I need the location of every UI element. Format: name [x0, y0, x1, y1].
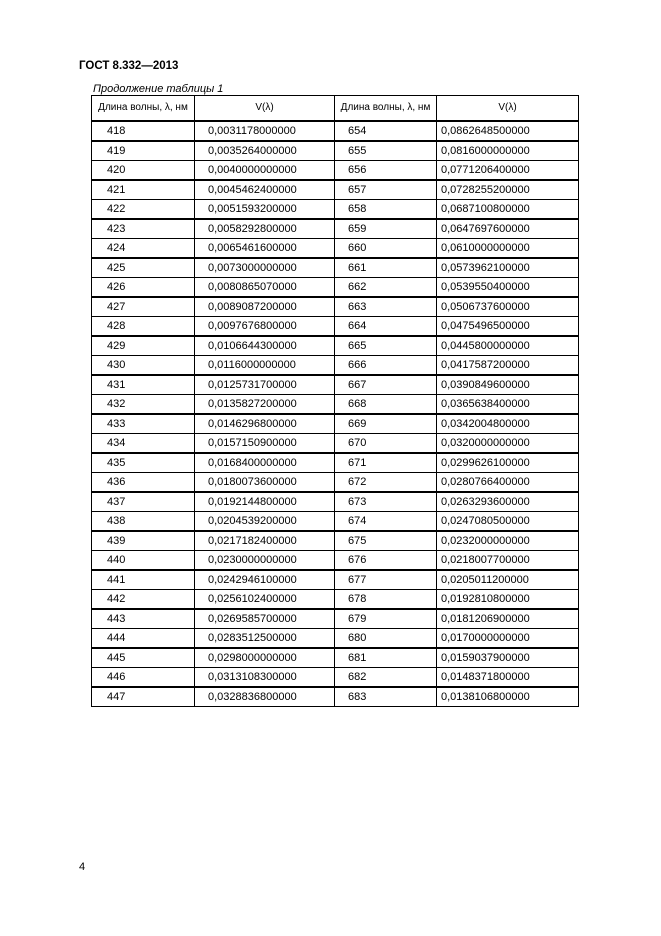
- table-row: [92, 278, 579, 298]
- v-lambda-cell: 0,0138106800000: [437, 687, 579, 707]
- table-row: [92, 531, 579, 551]
- wavelength-cell: 440: [92, 551, 195, 571]
- wavelength-cell: 446: [92, 668, 195, 688]
- wavelength-cell: 676: [335, 551, 437, 571]
- wavelength-cell: 675: [335, 531, 437, 551]
- table-row: [92, 609, 579, 629]
- column-header-v-lambda-2: V(λ): [437, 96, 579, 122]
- table-row: [92, 668, 579, 688]
- v-lambda-cell: 0,0299626100000: [437, 453, 579, 473]
- v-lambda-cell: 0,0280766400000: [437, 473, 579, 493]
- v-lambda-cell: 0,0204539200000: [195, 512, 335, 532]
- wavelength-cell: 664: [335, 317, 437, 337]
- wavelength-cell: 672: [335, 473, 437, 493]
- wavelength-cell: 654: [335, 121, 437, 141]
- table-row: [92, 453, 579, 473]
- v-lambda-cell: 0,0181206900000: [437, 609, 579, 629]
- v-lambda-cell: 0,0263293600000: [437, 492, 579, 512]
- v-lambda-cell: 0,0313108300000: [195, 668, 335, 688]
- wavelength-cell: 444: [92, 629, 195, 649]
- wavelength-cell: 421: [92, 180, 195, 200]
- v-lambda-cell: 0,0031178000000: [195, 121, 335, 141]
- wavelength-cell: 431: [92, 375, 195, 395]
- v-lambda-cell: 0,0342004800000: [437, 414, 579, 434]
- table-caption: Продолжение таблицы 1: [93, 83, 224, 95]
- document-title: ГОСТ 8.332—2013: [79, 60, 179, 72]
- v-lambda-cell: 0,0506737600000: [437, 297, 579, 317]
- wavelength-cell: 665: [335, 336, 437, 356]
- wavelength-cell: 419: [92, 141, 195, 161]
- wavelength-cell: 662: [335, 278, 437, 298]
- wavelength-cell: 436: [92, 473, 195, 493]
- v-lambda-cell: 0,0146296800000: [195, 414, 335, 434]
- v-lambda-cell: 0,0247080500000: [437, 512, 579, 532]
- v-lambda-cell: 0,0230000000000: [195, 551, 335, 571]
- table-row: [92, 219, 579, 239]
- wavelength-cell: 678: [335, 590, 437, 610]
- wavelength-cell: 679: [335, 609, 437, 629]
- v-lambda-cell: 0,0040000000000: [195, 161, 335, 181]
- v-lambda-cell: 0,0728255200000: [437, 180, 579, 200]
- table-row: [92, 492, 579, 512]
- v-lambda-cell: 0,0116000000000: [195, 356, 335, 376]
- wavelength-cell: 442: [92, 590, 195, 610]
- wavelength-cell: 681: [335, 648, 437, 668]
- wavelength-cell: 428: [92, 317, 195, 337]
- table-row: [92, 551, 579, 571]
- v-lambda-cell: 0,0687100800000: [437, 200, 579, 220]
- v-lambda-cell: 0,0180073600000: [195, 473, 335, 493]
- wavelength-cell: 426: [92, 278, 195, 298]
- v-lambda-cell: 0,0573962100000: [437, 258, 579, 278]
- v-lambda-cell: 0,0816000000000: [437, 141, 579, 161]
- wavelength-cell: 661: [335, 258, 437, 278]
- wavelength-cell: 427: [92, 297, 195, 317]
- v-lambda-cell: 0,0148371800000: [437, 668, 579, 688]
- wavelength-cell: 657: [335, 180, 437, 200]
- wavelength-cell: 656: [335, 161, 437, 181]
- v-lambda-cell: 0,0417587200000: [437, 356, 579, 376]
- wavelength-cell: 433: [92, 414, 195, 434]
- table-row: [92, 200, 579, 220]
- wavelength-cell: 683: [335, 687, 437, 707]
- wavelength-cell: 432: [92, 395, 195, 415]
- table-row: [92, 356, 579, 376]
- v-lambda-cell: 0,0192810800000: [437, 590, 579, 610]
- wavelength-cell: 659: [335, 219, 437, 239]
- v-lambda-cell: 0,0298000000000: [195, 648, 335, 668]
- v-lambda-cell: 0,0256102400000: [195, 590, 335, 610]
- v-lambda-cell: 0,0610000000000: [437, 239, 579, 259]
- wavelength-cell: 682: [335, 668, 437, 688]
- wavelength-cell: 443: [92, 609, 195, 629]
- wavelength-cell: 667: [335, 375, 437, 395]
- wavelength-cell: 422: [92, 200, 195, 220]
- v-lambda-cell: 0,0073000000000: [195, 258, 335, 278]
- v-lambda-cell: 0,0205011200000: [437, 570, 579, 590]
- wavelength-cell: 425: [92, 258, 195, 278]
- table-row: [92, 648, 579, 668]
- v-lambda-cell: 0,0445800000000: [437, 336, 579, 356]
- v-lambda-cell: 0,0771206400000: [437, 161, 579, 181]
- v-lambda-cell: 0,0390849600000: [437, 375, 579, 395]
- table-row: [92, 590, 579, 610]
- wavelength-cell: 660: [335, 239, 437, 259]
- table-row: [92, 570, 579, 590]
- table-row: [92, 375, 579, 395]
- table-row: [92, 336, 579, 356]
- wavelength-cell: 434: [92, 434, 195, 454]
- spectral-efficiency-table: [91, 95, 579, 707]
- v-lambda-cell: 0,0159037900000: [437, 648, 579, 668]
- v-lambda-cell: 0,0475496500000: [437, 317, 579, 337]
- page-number: 4: [79, 861, 86, 873]
- v-lambda-cell: 0,0089087200000: [195, 297, 335, 317]
- wavelength-cell: 435: [92, 453, 195, 473]
- table-row: [92, 414, 579, 434]
- v-lambda-cell: 0,0051593200000: [195, 200, 335, 220]
- wavelength-cell: 418: [92, 121, 195, 141]
- v-lambda-cell: 0,0157150900000: [195, 434, 335, 454]
- table-row: [92, 629, 579, 649]
- wavelength-cell: 668: [335, 395, 437, 415]
- table-row: [92, 687, 579, 707]
- wavelength-cell: 680: [335, 629, 437, 649]
- table-row: [92, 297, 579, 317]
- v-lambda-cell: 0,0242946100000: [195, 570, 335, 590]
- v-lambda-cell: 0,0320000000000: [437, 434, 579, 454]
- wavelength-cell: 674: [335, 512, 437, 532]
- table-row: [92, 239, 579, 259]
- wavelength-cell: 658: [335, 200, 437, 220]
- wavelength-cell: 420: [92, 161, 195, 181]
- v-lambda-cell: 0,0065461600000: [195, 239, 335, 259]
- table-row: [92, 395, 579, 415]
- v-lambda-cell: 0,0080865070000: [195, 278, 335, 298]
- v-lambda-cell: 0,0647697600000: [437, 219, 579, 239]
- column-header-wavelength-1: Длина волны, λ, нм: [92, 96, 195, 122]
- v-lambda-cell: 0,0365638400000: [437, 395, 579, 415]
- wavelength-cell: 447: [92, 687, 195, 707]
- v-lambda-cell: 0,0192144800000: [195, 492, 335, 512]
- v-lambda-cell: 0,0862648500000: [437, 121, 579, 141]
- v-lambda-cell: 0,0106644300000: [195, 336, 335, 356]
- v-lambda-cell: 0,0283512500000: [195, 629, 335, 649]
- table-row: [92, 258, 579, 278]
- wavelength-cell: 673: [335, 492, 437, 512]
- v-lambda-cell: 0,0035264000000: [195, 141, 335, 161]
- wavelength-cell: 666: [335, 356, 437, 376]
- table-row: [92, 161, 579, 181]
- wavelength-cell: 437: [92, 492, 195, 512]
- wavelength-cell: 439: [92, 531, 195, 551]
- wavelength-cell: 677: [335, 570, 437, 590]
- wavelength-cell: 671: [335, 453, 437, 473]
- v-lambda-cell: 0,0232000000000: [437, 531, 579, 551]
- table-body: [92, 121, 579, 707]
- table-row: [92, 434, 579, 454]
- v-lambda-cell: 0,0097676800000: [195, 317, 335, 337]
- wavelength-cell: 424: [92, 239, 195, 259]
- table-row: [92, 473, 579, 493]
- wavelength-cell: 441: [92, 570, 195, 590]
- v-lambda-cell: 0,0218007700000: [437, 551, 579, 571]
- table-row: [92, 141, 579, 161]
- column-header-v-lambda-1: V(λ): [195, 96, 335, 122]
- v-lambda-cell: 0,0045462400000: [195, 180, 335, 200]
- v-lambda-cell: 0,0539550400000: [437, 278, 579, 298]
- wavelength-cell: 655: [335, 141, 437, 161]
- wavelength-cell: 438: [92, 512, 195, 532]
- wavelength-cell: 445: [92, 648, 195, 668]
- v-lambda-cell: 0,0168400000000: [195, 453, 335, 473]
- v-lambda-cell: 0,0135827200000: [195, 395, 335, 415]
- column-header-wavelength-2: Длина волны, λ, нм: [335, 96, 437, 122]
- table-row: [92, 317, 579, 337]
- table-row: [92, 180, 579, 200]
- wavelength-cell: 430: [92, 356, 195, 376]
- wavelength-cell: 663: [335, 297, 437, 317]
- wavelength-cell: 423: [92, 219, 195, 239]
- wavelength-cell: 669: [335, 414, 437, 434]
- v-lambda-cell: 0,0217182400000: [195, 531, 335, 551]
- wavelength-cell: 670: [335, 434, 437, 454]
- table-row: [92, 512, 579, 532]
- wavelength-cell: 429: [92, 336, 195, 356]
- v-lambda-cell: 0,0170000000000: [437, 629, 579, 649]
- v-lambda-cell: 0,0328836800000: [195, 687, 335, 707]
- v-lambda-cell: 0,0269585700000: [195, 609, 335, 629]
- table-row: [92, 121, 579, 141]
- table-header-row: [92, 96, 579, 122]
- v-lambda-cell: 0,0058292800000: [195, 219, 335, 239]
- v-lambda-cell: 0,0125731700000: [195, 375, 335, 395]
